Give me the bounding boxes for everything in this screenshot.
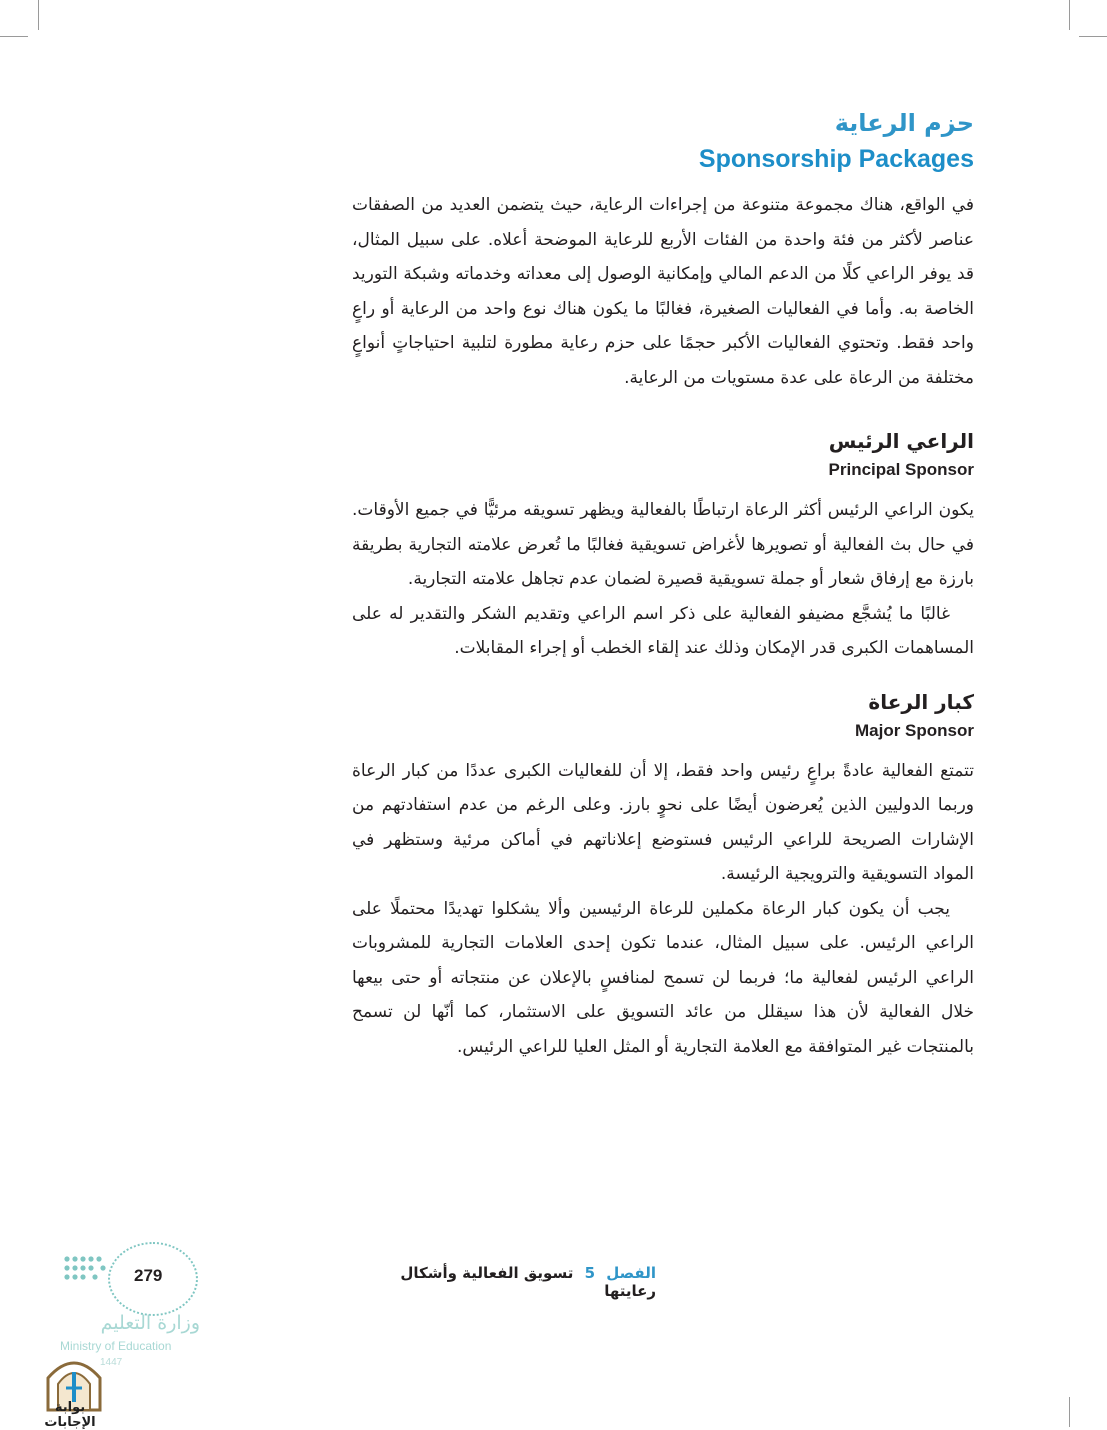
crop-mark — [1079, 36, 1107, 37]
principal-paragraph-1: يكون الراعي الرئيس أكثر الرعاة ارتباطًا بالفعالية ويظهر تسويقه مرئيًّا في جميع الأوقات. في حال بث الفعالية أو تصويرها لأغراض تسويقية فغالبًا ما تُعرض علامته التجارية بطريقة بارزة مع إرفاق شعار أو جملة تسويقية قصيرة لضمان عدم تجاهل علامته التجارية. — [352, 500, 974, 589]
crop-mark — [0, 36, 28, 37]
crop-mark — [38, 0, 39, 30]
ministry-name-en: Ministry of Education — [60, 1339, 172, 1353]
ministry-name-ar: وزارة التعليم — [100, 1312, 200, 1334]
major-title-en: Major Sponsor — [854, 720, 974, 740]
chapter-title: تسويق الفعالية وأشكال رعايتها — [400, 1264, 656, 1300]
section-title-en: Sponsorship Packages — [698, 145, 974, 173]
crop-mark — [1069, 0, 1070, 30]
page-content — [352, 106, 974, 1064]
intro-paragraph: في الواقع، هناك مجموعة متنوعة من إجراءات الرعاية، حيث يتضمن العديد من الصفقات عناصر لأكثر من فئة واحدة من الفئات الأربع للرعاية الموضحة أعلاه. على سبيل المثال، قد يوفر الراعي كلًا من الدعم المالي وإمكانية الوصول إلى معداته وخدماته وشبكة التوريد الخاصة به. وأما في الفعاليات الصغيرة، فغالبًا ما يكون هناك نوع واحد من الرعاية أو راعٍ واحد فقط. وتحتوي الفعاليات الأكبر حجمًا على حزم رعاية مطورة لتلبية احتياجاتٍ أنواعٍ مختلفة من الرعاة على عدة مستويات من الرعاية. — [352, 195, 974, 388]
principal-paragraph-2: غالبًا ما يُشجَّع مضيفو الفعالية على ذكر اسم الراعي وتقديم الشكر والتقدير له على المساهمات الكبرى قدر الإمكان وذلك عند إلقاء الخطب أو إجراء المقابلات. — [352, 603, 974, 658]
major-paragraph-1: تتمتع الفعالية عادةً براعٍ رئيس واحد فقط، إلا أن للفعاليات الكبرى عددًا من كبار الرعاة وربما الدوليين الذين يُعرضون أيضًا على نحوٍ بارز. وعلى الرغم من عدم استفادتهم من الإشارات الصريحة للراعي الرئيس فستوضع إعلاناتهم في أماكن مرئية وستظهر في المواد التسويقية والترويجية الرئيسة. — [352, 760, 974, 884]
ministry-logo-dots-icon — [62, 1254, 112, 1284]
principal-title-en: Principal Sponsor — [828, 460, 974, 479]
chapter-label: الفصل — [606, 1264, 656, 1282]
page-number: 279 — [134, 1266, 163, 1285]
major-paragraph-2: يجب أن يكون كبار الرعاة مكملين للرعاة الرئيسين وألا يشكلوا تهديدًا محتملًا على الراعي الرئيس. على سبيل المثال، عندما تكون إحدى العلامات التجارية للمشروبات الراعي الرئيس لفعالية ما؛ فربما لن تسمح لمنافسٍ بالإعلان عن منتجاته أو حتى بيعها خلال الفعالية لأن هذا سيقلل من عائد التسويق على الاستثمار، كما أنّها لن تسمح بالمنتجات غير المتوافقة مع العلامة التجارية أو المثل العليا للراعي الرئيس. — [352, 898, 974, 1057]
page-footer — [352, 1264, 656, 1300]
ministry-year: 1447 — [100, 1357, 123, 1368]
chapter-number: 5 — [584, 1264, 596, 1282]
crop-mark — [1069, 1397, 1070, 1427]
major-title-ar: كبار الرعاة — [868, 689, 974, 714]
section-title-ar: حزم الرعاية — [834, 109, 974, 137]
site-label: بوابة الإجابات — [44, 1400, 96, 1430]
principal-title-ar: الراعي الرئيس — [828, 429, 974, 453]
